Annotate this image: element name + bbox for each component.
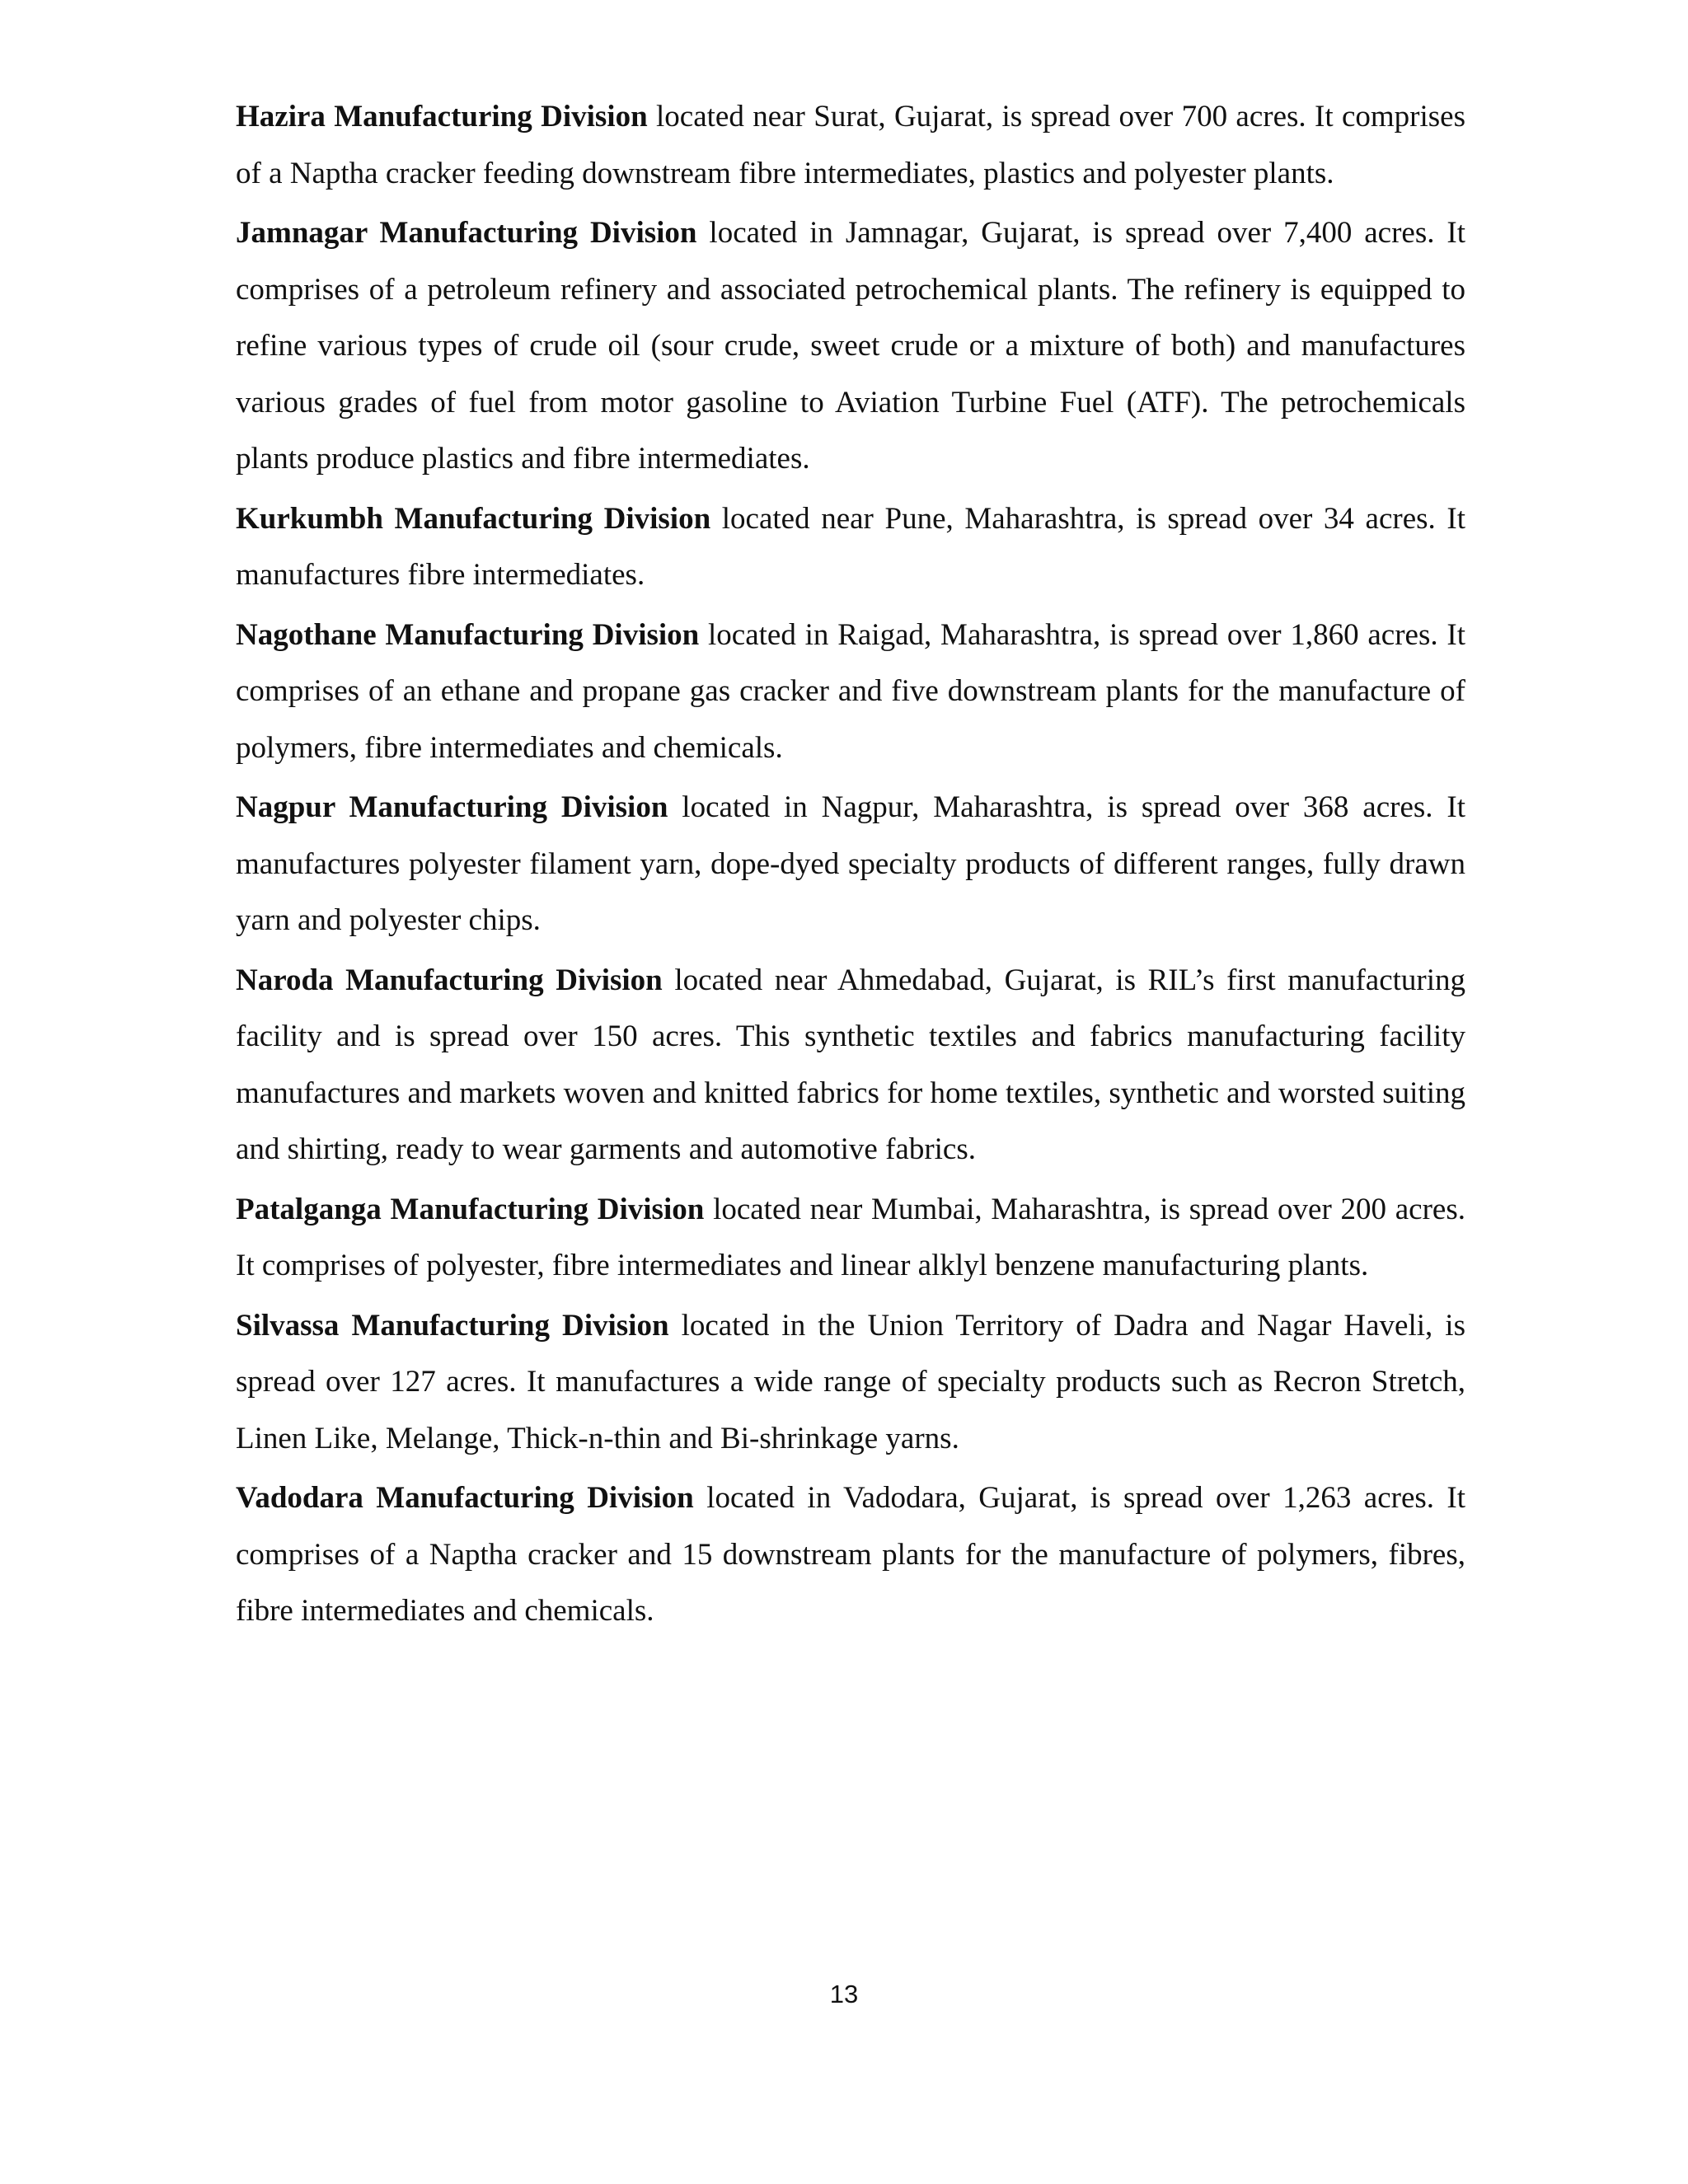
division-text-naroda: located near Ahmedabad, Gujarat, is RIL’s first manufacturing facility and is spread over 150 acres. This synthetic textiles and fabrics manufacturing facility manufactures and markets woven and knitted fabrics for home textiles, synthetic and worsted suiting and shirting, ready to wear garments and automotive fabrics.: [236, 963, 1466, 1166]
division-text-nagpur: located in Nagpur, Maharashtra, is spread over 368 acres. It manufactures polyester filament yarn, dope-dyed specialty products of different ranges, fully drawn yarn and polyester chips.: [236, 790, 1465, 937]
division-name-nagpur: Nagpur Manufacturing Division: [236, 790, 668, 824]
division-text-silvassa: located in the Union Territory of Dadra and Nagar Haveli, is spread over 127 acres. It manufactures a wide range of specialty products such as Recron Stretch, Linen Like, Melange, Thick-n-thin and Bi-shrinkage yarns.: [236, 1308, 1465, 1455]
division-text-patalganga: located near Mumbai, Maharashtra, is spread over 200 acres. It comprises of polyester, fibre intermediates and linear alklyl benzene manufacturing plants.: [236, 1192, 1466, 1282]
paragraph-vadodara: [236, 1470, 1465, 1640]
paragraph-nagothane: [236, 607, 1465, 777]
division-name-patalganga: Patalganga Manufacturing Division: [236, 1192, 705, 1226]
paragraph-kurkumbh: [236, 491, 1465, 604]
paragraph-nagpur: [236, 780, 1465, 949]
division-text-kurkumbh: located near Pune, Maharashtra, is spread over 34 acres. It manufactures fibre intermediates.: [236, 501, 1465, 592]
division-name-kurkumbh: Kurkumbh Manufacturing Division: [236, 501, 711, 536]
division-name-nagothane: Nagothane Manufacturing Division: [236, 617, 700, 652]
paragraph-silvassa: [236, 1298, 1465, 1468]
division-text-vadodara: located in Vadodara, Gujarat, is spread over 1,263 acres. It comprises of a Naptha cracker and 15 downstream plants for the manufacture of polymers, fibres, fibre intermediates and chemicals.: [236, 1481, 1466, 1628]
division-name-silvassa: Silvassa Manufacturing Division: [236, 1308, 669, 1343]
division-name-hazira: Hazira Manufacturing Division: [236, 100, 648, 134]
division-name-naroda: Naroda Manufacturing Division: [236, 963, 663, 997]
paragraph-jamnagar: [236, 205, 1465, 488]
division-text-jamnagar: located in Jamnagar, Gujarat, is spread over 7,400 acres. It comprises of a petroleum refinery and associated petrochemical plants. The refinery is equipped to refine various types of crude oil (sour crude, sweet crude or a mixture of both) and manufactures various grades of fuel from motor gasoline to Aviation Turbine Fuel (ATF). The petrochemicals plants produce plastics and fibre intermediates.: [236, 216, 1465, 476]
page-number: 13: [829, 1980, 859, 2008]
paragraph-naroda: [236, 953, 1465, 1179]
page-body: [236, 89, 1465, 1643]
division-name-jamnagar: Jamnagar Manufacturing Division: [236, 216, 697, 250]
division-text-hazira: located near Surat, Gujarat, is spread over 700 acres. It comprises of a Naptha cracker feeding downstream fibre intermediates, plastics and polyester plants.: [236, 100, 1466, 190]
division-name-vadodara: Vadodara Manufacturing Division: [236, 1481, 694, 1515]
division-text-nagothane: located in Raigad, Maharashtra, is spread over 1,860 acres. It comprises of an ethane and propane gas cracker and five downstream plants for the manufacture of polymers, fibre intermediates and chemicals.: [236, 617, 1466, 765]
paragraph-patalganga: [236, 1182, 1465, 1295]
paragraph-hazira: [236, 89, 1465, 202]
